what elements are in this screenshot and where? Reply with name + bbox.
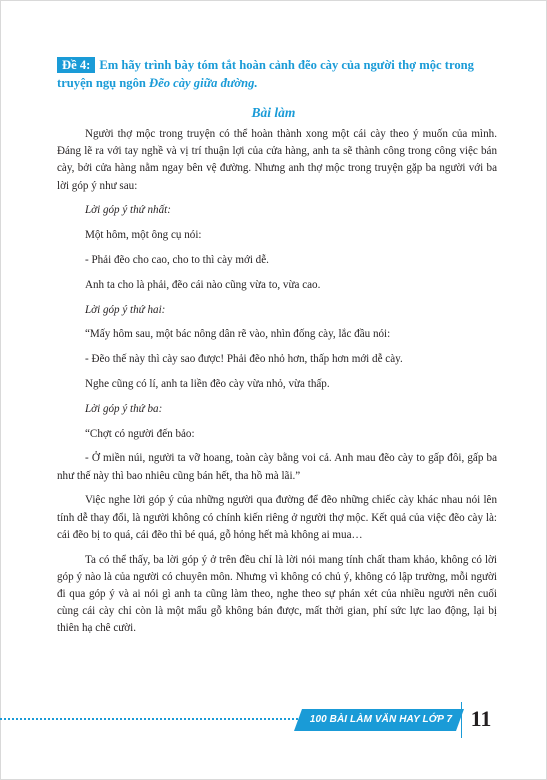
paragraph: Lời góp ý thứ ba: xyxy=(85,402,163,415)
topic-label: Đề 4: xyxy=(57,57,95,73)
footer-dotted-line xyxy=(0,718,302,720)
page-number: 11 xyxy=(470,706,492,731)
paragraph: Việc nghe lời góp ý của những người qua đường để đẽo những chiếc cày khác nhau nói lên tính dễ thay đổi, là người không có chính kiến riêng ở người thợ mộc. Kết quả của việc đẽo cày là: cái đẽo bị to quá, cái đẽo thì bé quá, gỗ hỏng hết mà không ai mua… xyxy=(57,494,497,541)
paragraph: Lời góp ý thứ nhất: xyxy=(85,204,171,217)
topic-prompt xyxy=(57,56,507,92)
paragraph: Một hôm, một ông cụ nói: xyxy=(85,229,202,242)
topic-text: Em hãy trình bày tóm tắt hoàn cảnh đẽo cày của người thợ mộc trong truyện ngụ ngôn xyxy=(57,58,474,90)
topic-story-title: Đẽo cày giữa đường. xyxy=(149,76,258,90)
footer-book-title: 100 BÀI LÀM VĂN HAY LỚP 7 xyxy=(309,714,453,725)
paragraph: - Ở miền núi, người ta vỡ hoang, toàn cày bằng voi cả. Anh mau đẽo cày to gấp đôi, gấp ba như thế này thì bao nhiêu cũng bán hết, tha hồ mà lãi.” xyxy=(57,452,497,482)
paragraph: “Chợt có người đến bảo: xyxy=(85,427,195,440)
paragraph: - Đẽo thế này thì cày sao được! Phải đẽo nhỏ hơn, thấp hơn mới dễ cày. xyxy=(85,353,403,366)
paragraph: Lời góp ý thứ hai: xyxy=(85,303,166,316)
paragraph: Ta có thể thấy, ba lời góp ý ở trên đều chỉ là lời nói mang tính chất tham khảo, không có lời góp ý nào là của người có chuyên môn. Nhưng vì không có chủ ý, không có lập trường, mỗi người đi qua góp ý và ai nói gì anh ta cũng làm theo, nghe theo sự phán xét của nhiều người nên cuối cùng cái cày chỉ còn là một mẩu gỗ không bán được, mất thời gian, phí sức lực lao động, lại bị thiên hạ chê cười. xyxy=(57,553,497,635)
paragraph: Nghe cũng có lí, anh ta liền đẽo cày vừa nhỏ, vừa thấp. xyxy=(85,377,330,390)
paragraph: “Mấy hôm sau, một bác nông dân rẽ vào, nhìn đống cày, lắc đầu nói: xyxy=(85,328,391,341)
answer-body xyxy=(57,126,497,645)
paragraph: - Phải đẽo cho cao, cho to thì cày mới dễ. xyxy=(85,254,269,266)
answer-heading: Bài làm xyxy=(251,105,296,120)
paragraph: Anh ta cho là phải, đẽo cái nào cũng vừa to, vừa cao. xyxy=(85,278,321,291)
paragraph: Người thợ mộc trong truyện có thể hoàn thành xong một cái cày theo ý muốn của mình. Đáng lẽ ra với tay nghề và vị trí thuận lợi của cửa hàng, anh ta sẽ thành công trong công việc bán cày, bởi cửa hàng nằm ngay bên vệ đường. Nhưng anh thợ mộc trong truyện gặp ba người với ba lời góp ý như sau: xyxy=(57,128,497,192)
